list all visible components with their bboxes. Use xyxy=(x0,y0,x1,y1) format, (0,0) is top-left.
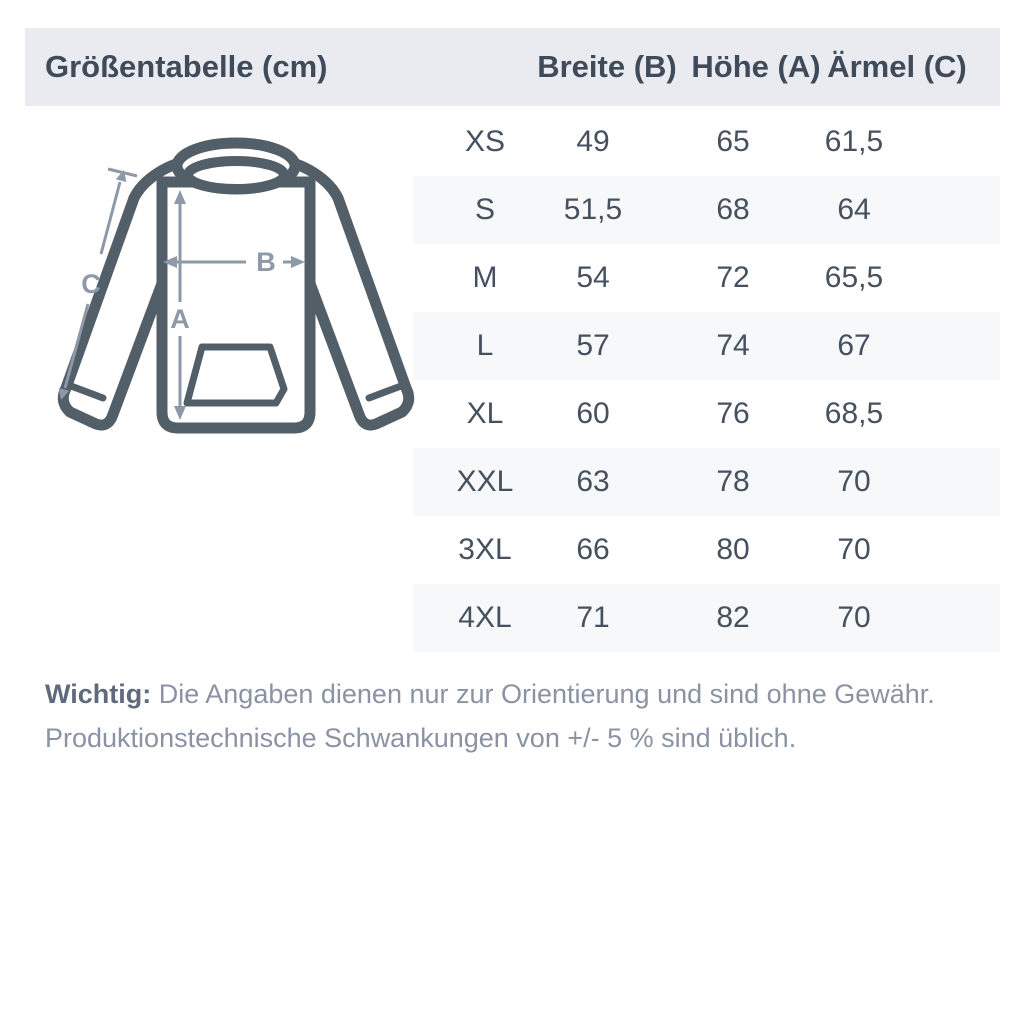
cell-hoehe: 76 xyxy=(716,397,750,430)
cell-size: 3XL xyxy=(458,533,512,566)
footer-note-line1 xyxy=(45,672,985,716)
cell-size: M xyxy=(472,261,498,294)
table-row xyxy=(413,176,1000,244)
table-row xyxy=(413,516,1000,584)
cell-breite: 63 xyxy=(576,465,610,498)
hoodie-measurement-diagram xyxy=(40,130,420,450)
column-header-hoehe: Höhe (A) xyxy=(691,49,821,84)
cell-aermel: 61,5 xyxy=(824,125,884,158)
cell-hoehe: 72 xyxy=(716,261,750,294)
measure-label-b: B xyxy=(256,247,276,277)
table-row xyxy=(413,312,1000,380)
footer-note-line1-text: Die Angaben dienen nur zur Orientierung und sind ohne Gewähr. xyxy=(158,679,935,709)
cell-size: 4XL xyxy=(458,601,512,634)
table-row xyxy=(413,108,1000,176)
cell-aermel: 70 xyxy=(837,533,871,566)
footer-note-line2: Produktionstechnische Schwankungen von +/- 5 % sind üblich. xyxy=(45,723,797,753)
cell-breite: 57 xyxy=(576,329,610,362)
cell-hoehe: 74 xyxy=(716,329,750,362)
measure-label-c: C xyxy=(81,269,101,299)
page-title: Größentabelle (cm) xyxy=(45,49,328,84)
table-row xyxy=(413,244,1000,312)
size-table xyxy=(413,108,1000,652)
cell-size: XL xyxy=(466,397,504,430)
cell-aermel: 67 xyxy=(837,329,871,362)
table-row xyxy=(413,448,1000,516)
cell-aermel: 65,5 xyxy=(824,261,884,294)
table-row xyxy=(413,380,1000,448)
cell-hoehe: 68 xyxy=(716,193,750,226)
cell-breite: 66 xyxy=(576,533,610,566)
cell-hoehe: 78 xyxy=(716,465,750,498)
cell-hoehe: 80 xyxy=(716,533,750,566)
column-header-breite: Breite (B) xyxy=(537,49,677,84)
cell-aermel: 70 xyxy=(837,601,871,634)
cell-size: XS xyxy=(464,125,506,158)
cell-size: S xyxy=(474,193,495,226)
table-row xyxy=(413,584,1000,652)
cell-breite: 71 xyxy=(576,601,610,634)
cell-breite: 54 xyxy=(576,261,610,294)
cell-hoehe: 82 xyxy=(716,601,750,634)
hoodie-hood-inner xyxy=(188,161,284,189)
cell-breite: 60 xyxy=(576,397,610,430)
cell-size: XXL xyxy=(456,465,514,498)
cell-hoehe: 65 xyxy=(716,125,750,158)
cell-breite: 51,5 xyxy=(563,193,623,226)
cell-size: L xyxy=(476,329,494,362)
cell-aermel: 68,5 xyxy=(824,397,884,430)
footer-note xyxy=(45,672,985,760)
footer-important-label: Wichtig: xyxy=(45,679,152,709)
measure-label-a: A xyxy=(170,304,190,334)
cell-aermel: 70 xyxy=(837,465,871,498)
cell-breite: 49 xyxy=(576,125,610,158)
column-header-aermel: Ärmel (C) xyxy=(827,49,967,84)
cell-aermel: 64 xyxy=(837,193,871,226)
